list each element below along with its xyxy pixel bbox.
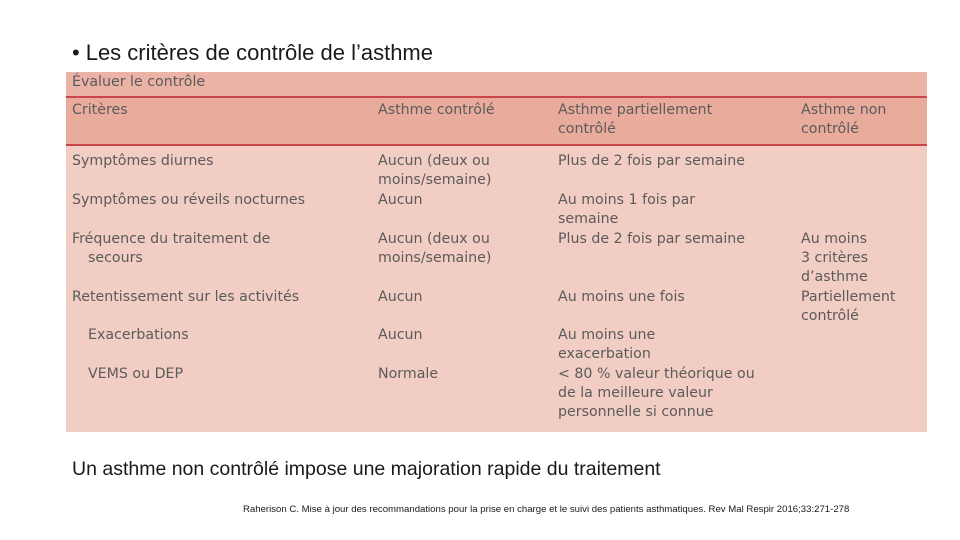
slide-title: [72, 40, 433, 66]
reference-citation: Raherison C. Mise à jour des recommandations pour la prise en charge et le suivi des patients asthmatiques. Rev Mal Respir 2016;33:271-278: [243, 504, 850, 515]
row-partial: Plus de 2 fois par semaine: [558, 153, 746, 169]
row-controlled: Aucun: [378, 289, 423, 305]
row-controlled: Aucun: [378, 192, 423, 208]
header-controlled: Asthme contrôlé: [378, 102, 495, 118]
row-partial: semaine: [558, 211, 619, 227]
row-criterion: Fréquence du traitement de: [72, 231, 271, 247]
row-criterion: Retentissement sur les activités: [72, 289, 300, 305]
row-partial: Plus de 2 fois par semaine: [558, 231, 746, 247]
uncontrolled-note-line: contrôlé: [801, 308, 859, 324]
table-caption: Évaluer le contrôle: [72, 74, 206, 90]
header-criteria: Critères: [72, 102, 128, 118]
footer-statement: Un asthme non contrôlé impose une majoration rapide du traitement: [72, 458, 661, 480]
row-criterion: Symptômes ou réveils nocturnes: [72, 192, 305, 208]
row-partial: personnelle si connue: [558, 404, 714, 420]
uncontrolled-note-line: d’asthme: [801, 269, 868, 285]
row-partial: de la meilleure valeur: [558, 385, 713, 401]
row-partial: Au moins une fois: [558, 289, 685, 305]
row-controlled: Aucun: [378, 327, 423, 343]
row-controlled: Aucun (deux ou: [378, 153, 490, 169]
header-partial-line-2: contrôlé: [558, 121, 616, 137]
header-partial-line-1: Asthme partiellement: [558, 102, 713, 118]
uncontrolled-note-line: Partiellement: [801, 289, 896, 305]
bullet-marker: •: [72, 40, 80, 65]
row-partial: exacerbation: [558, 346, 651, 362]
row-criterion: Exacerbations: [88, 327, 189, 343]
row-criterion: secours: [88, 250, 143, 266]
row-partial: < 80 % valeur théorique ou: [558, 366, 755, 382]
control-criteria-table: [66, 72, 927, 432]
header-uncontrolled-line-2: contrôlé: [801, 121, 859, 137]
uncontrolled-note-line: 3 critères: [801, 250, 869, 266]
uncontrolled-note-line: Au moins: [801, 231, 868, 247]
row-controlled: moins/semaine): [378, 172, 492, 188]
table-caption-bar: [66, 72, 927, 98]
row-partial: Au moins une: [558, 327, 656, 343]
slide-title-text: Les critères de contrôle de l’asthme: [85, 40, 433, 65]
table-header-row: [66, 98, 927, 146]
row-controlled: Normale: [378, 366, 439, 382]
header-uncontrolled-line-1: Asthme non: [801, 102, 887, 118]
row-controlled: moins/semaine): [378, 250, 492, 266]
row-criterion: Symptômes diurnes: [72, 153, 214, 169]
row-controlled: Aucun (deux ou: [378, 231, 490, 247]
row-partial: Au moins 1 fois par: [558, 192, 696, 208]
row-criterion: VEMS ou DEP: [88, 366, 184, 382]
